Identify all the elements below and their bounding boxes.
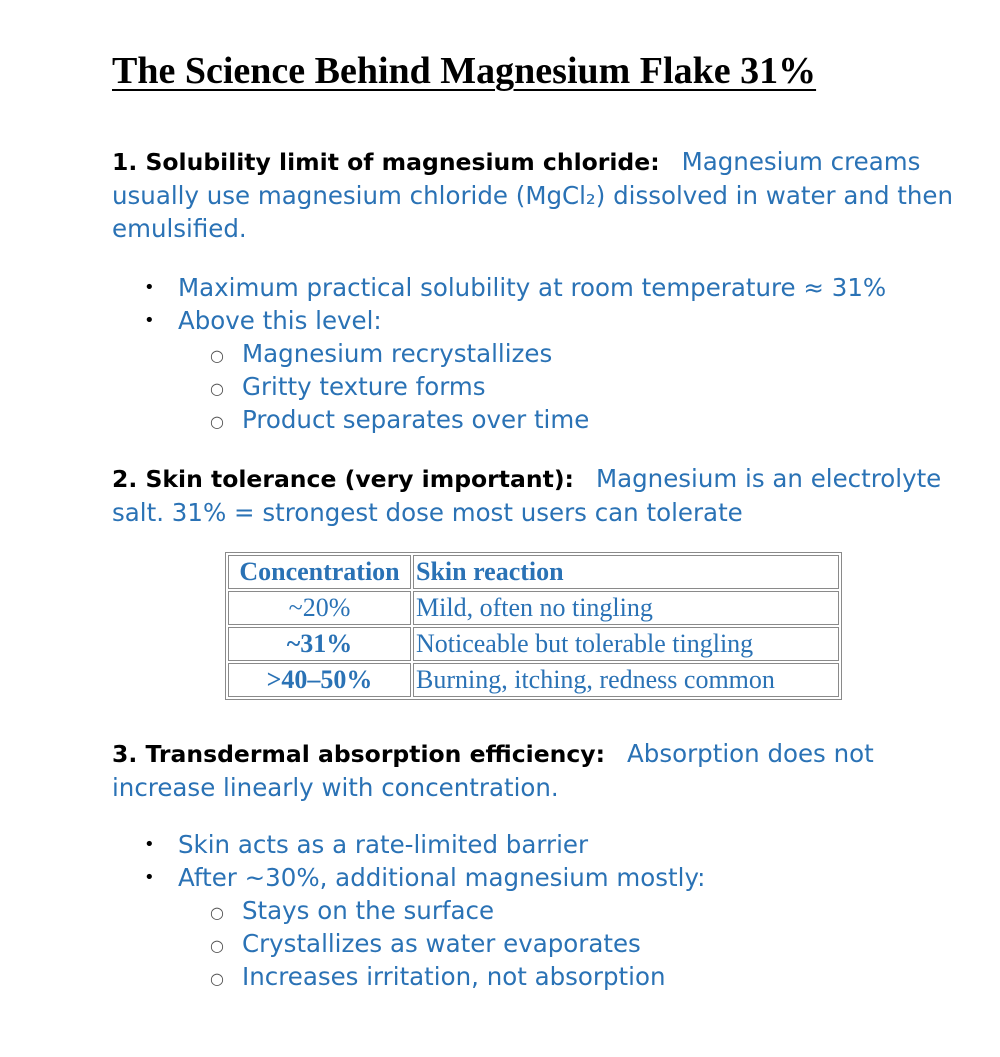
bullet-icon: • <box>144 310 155 331</box>
section-3-paragraph <box>112 737 972 804</box>
circle-bullet-icon: ○ <box>210 969 224 988</box>
bullet-icon: • <box>144 867 155 888</box>
table-cell: Mild, often no tingling <box>413 591 839 625</box>
sublist-item: ○ Gritty texture forms <box>112 370 972 403</box>
circle-bullet-icon: ○ <box>210 346 224 365</box>
sublist-item: ○ Increases irritation, not absorption <box>112 960 972 993</box>
table-row <box>228 663 839 697</box>
sublist-item: ○ Stays on the surface <box>112 894 972 927</box>
section-2-heading: 2. Skin tolerance (very important): <box>112 465 574 493</box>
list-item: • After ~30%, additional magnesium mostly: ○ Stays on the surface ○ Crystallizes as water evaporates ○ Increases irritation, not absorption <box>112 861 972 993</box>
circle-bullet-icon: ○ <box>210 903 224 922</box>
bullet-icon: • <box>144 277 155 298</box>
circle-bullet-icon: ○ <box>210 379 224 398</box>
column-header-concentration: Concentration <box>228 555 411 589</box>
sublist-item: ○ Magnesium recrystallizes <box>112 337 972 370</box>
list-item: • Skin acts as a rate-limited barrier <box>144 830 589 859</box>
table-cell: Noticeable but tolerable tingling <box>413 627 839 661</box>
section-1-paragraph <box>112 145 972 245</box>
section-1-heading: 1. Solubility limit of magnesium chloride: <box>112 148 660 176</box>
list-item: • Maximum practical solubility at room temperature ≈ 31% <box>144 273 887 302</box>
table-header-row <box>228 555 839 589</box>
section-2-text: Magnesium is an electrolyte salt. 31% = strongest dose most users can tolerate <box>112 464 942 527</box>
circle-bullet-icon: ○ <box>210 936 224 955</box>
bullet-icon: • <box>144 834 155 855</box>
section-3-sublist <box>178 894 972 993</box>
section-3-heading: 3. Transdermal absorption efficiency: <box>112 740 606 768</box>
concentration-table <box>225 552 842 700</box>
section-3-text: Absorption does not increase linearly with concentration. <box>112 739 874 802</box>
table-cell: Burning, itching, redness common <box>413 663 839 697</box>
section-1-list <box>112 271 972 436</box>
sublist-item: ○ Crystallizes as water evaporates <box>112 927 972 960</box>
page-title: The Science Behind Magnesium Flake 31% <box>112 50 817 92</box>
section-2-paragraph <box>112 462 972 529</box>
list-item: • Above this level: ○ Magnesium recrystallizes ○ Gritty texture forms ○ Product separates over time <box>112 304 972 436</box>
section-3-list <box>112 828 972 993</box>
table-row <box>228 591 839 625</box>
table-cell: ~20% <box>228 591 411 625</box>
table-cell: ~31% <box>228 627 411 661</box>
section-1-sublist <box>178 337 972 436</box>
column-header-skin-reaction: Skin reaction <box>413 555 839 589</box>
sublist-item: ○ Product separates over time <box>112 403 972 436</box>
table-cell: >40–50% <box>228 663 411 697</box>
circle-bullet-icon: ○ <box>210 412 224 431</box>
table-row <box>228 627 839 661</box>
section-1-text: Magnesium creams usually use magnesium chloride (MgCl₂) dissolved in water and then emulsified. <box>112 147 954 243</box>
